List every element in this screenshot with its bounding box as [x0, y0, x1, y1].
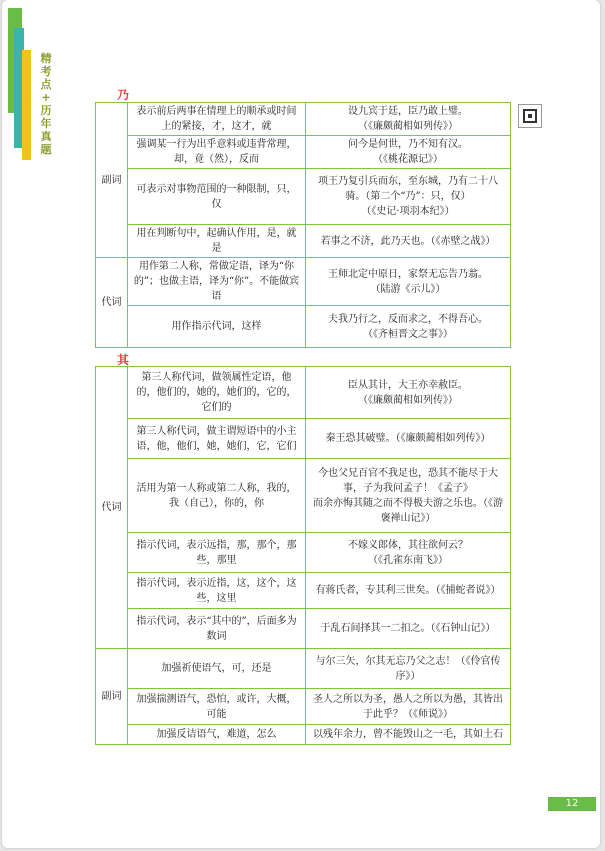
usage-cell: 强调某一行为出乎意料或违背常理，却，竟（然），反而 [128, 136, 306, 169]
side-title-char: 真 [40, 130, 52, 143]
example-cell: 于乱石间择其一二扣之。（《石钟山记》） [306, 609, 511, 649]
example-cell: 圣人之所以为圣，愚人之所以为愚，其皆出于此乎？（《师说》） [306, 689, 511, 725]
example-cell: 不嫁义郎体，其往欲何云？ （《孔雀东南飞》） [306, 533, 511, 573]
example-cell: 王师北定中原日，家祭无忘告乃翁。 （陆游《示儿》） [306, 258, 511, 306]
table-row [96, 689, 511, 725]
category-cell: 代词 [96, 367, 128, 649]
usage-cell: 加强祈使语气，可，还是 [128, 649, 306, 689]
section-char-qi: 其 [117, 353, 130, 367]
table-row [96, 225, 511, 258]
side-section-title [38, 52, 54, 156]
usage-cell: 用作指示代词，这样 [128, 306, 306, 348]
table-row [96, 169, 511, 225]
example-cell: 问今是何世，乃不知有汉。 （《桃花源记》） [306, 136, 511, 169]
table-row [96, 459, 511, 533]
category-cell: 副词 [96, 103, 128, 258]
example-cell: 以残年余力，曾不能毁山之一毛，其如土石 [306, 725, 511, 745]
example-cell: 若事之不济，此乃天也。（《赤壁之战》） [306, 225, 511, 258]
example-cell: 项王乃复引兵而东，至东城，乃有二十八骑。（第二个“乃”：只，仅） （《史记·项羽本纪》） [306, 169, 511, 225]
side-title-char: 精 [40, 52, 52, 65]
category-cell: 副词 [96, 649, 128, 745]
usage-cell: 指示代词，表示远指，那，那个，那些，那里 [128, 533, 306, 573]
side-title-char: 历 [40, 104, 52, 117]
table-row [96, 573, 511, 609]
usage-cell: 加强揣测语气，恐怕，或许，大概，可能 [128, 689, 306, 725]
usage-cell: 第三人称代词，做主谓短语中的小主语，他，他们，她，她们，它，它们 [128, 419, 306, 459]
usage-cell: 指示代词，表示近指，这，这个，这些，这里 [128, 573, 306, 609]
example-cell: 设九宾于廷，臣乃敢上璧。 （《廉颇蔺相如列传》） [306, 103, 511, 136]
usage-table-nai [95, 102, 511, 348]
decor-bar-yellow [22, 50, 31, 160]
table-row [96, 609, 511, 649]
table-row [96, 725, 511, 745]
table-row [96, 533, 511, 573]
example-cell: 有蒋氏者，专其利三世矣。（《捕蛇者说》） [306, 573, 511, 609]
usage-cell: 用作第二人称，常做定语，译为“你的”；也做主语，译为“你”。不能做宾语 [128, 258, 306, 306]
table-row [96, 103, 511, 136]
usage-cell: 活用为第一人称或第二人称，我的，我（自己），你的，你 [128, 459, 306, 533]
table-row [96, 136, 511, 169]
example-cell: 秦王恐其破璧。（《廉颇蔺相如列传》） [306, 419, 511, 459]
side-title-char: + [41, 91, 51, 104]
table-row [96, 367, 511, 419]
example-cell: 臣从其计，大王亦幸赦臣。 （《廉颇蔺相如列传》） [306, 367, 511, 419]
table-row [96, 649, 511, 689]
example-cell: 与尔三矢，尔其无忘乃父之志！（《伶官传序》） [306, 649, 511, 689]
side-title-char: 年 [40, 117, 52, 130]
table-row [96, 419, 511, 459]
usage-cell: 表示前后两事在情理上的顺承或时间上的紧接，才，这才，就 [128, 103, 306, 136]
side-title-char: 题 [40, 143, 52, 156]
usage-table-qi [95, 366, 511, 745]
usage-cell: 指示代词，表示“其中的”，后面多为数词 [128, 609, 306, 649]
usage-cell: 可表示对事物范围的一种限制，只，仅 [128, 169, 306, 225]
table-row [96, 258, 511, 306]
usage-cell: 加强反诘语气，难道，怎么 [128, 725, 306, 745]
side-title-char: 考 [40, 65, 52, 78]
section-char-nai: 乃 [117, 88, 130, 102]
qr-code-icon[interactable] [518, 104, 542, 128]
side-title-char: 点 [40, 78, 52, 91]
usage-cell: 用在判断句中，起确认作用，是，就是 [128, 225, 306, 258]
category-cell: 代词 [96, 258, 128, 348]
page-number: 12 [548, 797, 596, 811]
usage-cell: 第三人称代词，做领属性定语，他的，他们的，她的，她们的，它的，它们的 [128, 367, 306, 419]
example-cell: 夫我乃行之，反而求之，不得吾心。 （《齐桓晋文之事》） [306, 306, 511, 348]
example-cell: 今也父兄百官不我足也，恐其不能尽于大事，子为我问孟子！《孟子》 而余亦悔其随之而不得极夫游之乐也。（《游褒禅山记》） [306, 459, 511, 533]
table-row [96, 306, 511, 348]
